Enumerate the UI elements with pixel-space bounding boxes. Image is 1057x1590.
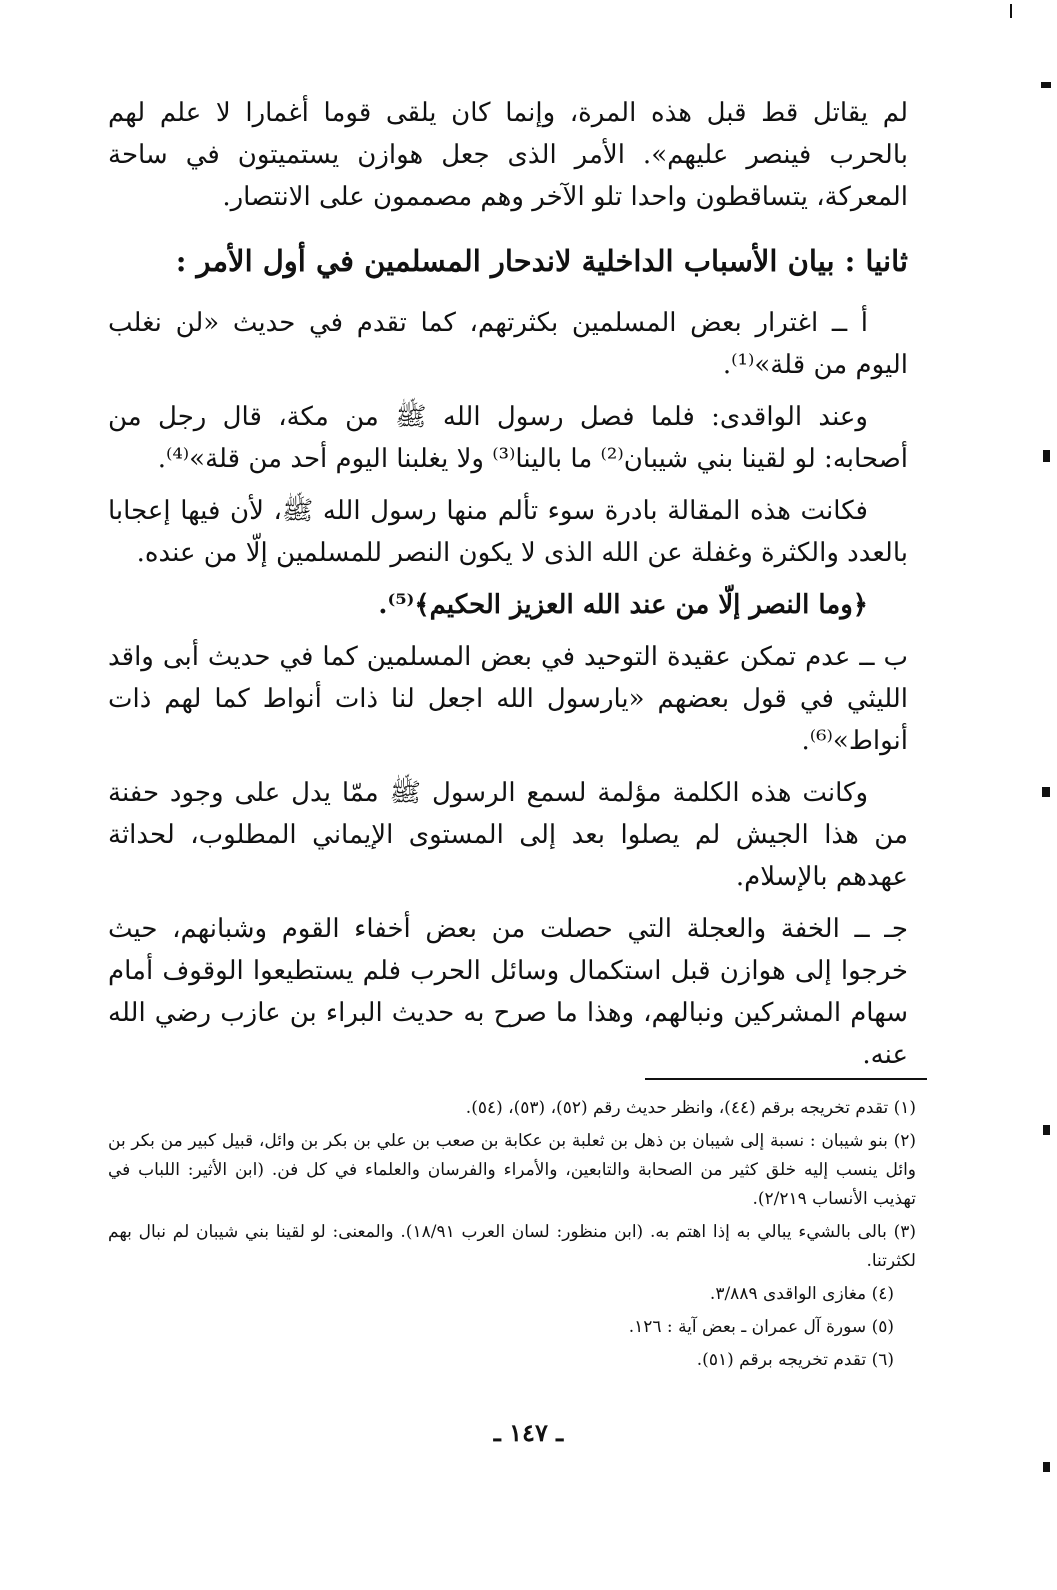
- scan-edge-mark: [1010, 4, 1012, 18]
- main-text: [108, 92, 908, 1086]
- footnote-2: (٢) بنو شيبان : نسبة إلى شيبان بن ذهل بن ثعلبة بن عكابة بن صعب بن علي بن بكر بن وائل، قبيل كبير من بكر بن وائل ينسب إليه خلق كثير من الصحابة والتابعين، والأمراء والفرسان والعلماء في كل فن. (ابن الأثير: اللباب في تهذيب الأنساب ٢/٢١٩).: [108, 1131, 916, 1209]
- paragraph-4: فكانت هذه المقالة بادرة سوء تألم منها رسول الله ﷺ، لأن فيها إعجابا بالعدد والكثرة وغفلة عن الله الذى لا يكون النصر للمسلمين إلّا من عنده.: [108, 496, 908, 568]
- footnote-divider: [645, 1078, 927, 1080]
- paragraph-8: جـ ــ الخفة والعجلة التي حصلت من بعض أخفاء القوم وشبانهم، حيث خرجوا إلى هوازن قبل استكمال وسائل الحرب فلم يستطيعوا الوقوف أمام سهام المشركين ونبالهم، وهذا ما صرح به حديث البراء بن عازب رضي الله عنه.: [108, 914, 908, 1070]
- footnotes: [108, 1094, 916, 1379]
- paragraph-3: وعند الواقدى: فلما فصل رسول الله ﷺ من مكة، قال رجل من أصحابه: لو لقينا بني شيبان⁽²⁾ ما بالينا⁽³⁾ ولا يغلبنا اليوم أحد من قلة»⁽⁴⁾.: [108, 402, 908, 474]
- scan-edge-mark: [1042, 787, 1050, 797]
- section-heading: ثانيا : بيان الأسباب الداخلية لاندحار المسلمين في أول الأمر :: [175, 244, 908, 278]
- footnote-1: (١) تقدم تخريجه برقم (٤٤)، وانظر حديث رقم (٥٢)، (٥٣)، (٥٤).: [465, 1098, 916, 1118]
- scan-edge-mark: [1041, 82, 1051, 88]
- page-number: ـ ١٤٧ ـ: [493, 1418, 564, 1447]
- paragraph-7: وكانت هذه الكلمة مؤلمة لسمع الرسول ﷺ ممّا يدل على وجود حفنة من هذا الجيش لم يصلوا بعد إلى المستوى الإيماني المطلوب، لحداثة عهدهم بالإسلام.: [108, 778, 908, 892]
- footnote-3: (٣) بالى بالشيء يبالي به إذا اهتم به. (ابن منظور: لسان العرب ١٨/٩١). والمعنى: لو لقينا بني شيبان لم نبال بهم لكثرتنا.: [108, 1222, 917, 1271]
- quran-verse: ﴿وما النصر إلّا من عند الله العزيز الحكيم﴾⁽⁵⁾.: [378, 590, 868, 620]
- paragraph-6: ب ــ عدم تمكن عقيدة التوحيد في بعض المسلمين كما في حديث أبى واقد الليثي في قول بعضهم «يارسول الله اجعل لنا ذات أنواط كما لهم ذات أنواط»⁽⁶⁾.: [108, 642, 908, 756]
- paragraph-2: أ ــ اغترار بعض المسلمين بكثرتهم، كما تقدم في حديث «لن نغلب اليوم من قلة»⁽¹⁾.: [108, 308, 908, 380]
- footnote-4: (٤) مغازى الواقدى ٣/٨٨٩.: [709, 1284, 894, 1304]
- scan-edge-mark: [1043, 1125, 1050, 1135]
- scan-edge-mark: [1043, 1462, 1050, 1472]
- paragraph-1: لم يقاتل قط قبل هذه المرة، وإنما كان يلقى قوما أغمارا لا علم لهم بالحرب فينصر عليهم». الأمر الذى جعل هوازن يستميتون في ساحة المعركة، يتساقطون واحدا تلو الآخر وهم مصممون على الانتصار.: [108, 98, 908, 212]
- footnote-6: (٦) تقدم تخريجه برقم (٥١).: [696, 1350, 894, 1370]
- footnote-5: (٥) سورة آل عمران ـ بعض آية : ١٢٦.: [628, 1317, 894, 1337]
- scan-edge-mark: [1043, 450, 1050, 462]
